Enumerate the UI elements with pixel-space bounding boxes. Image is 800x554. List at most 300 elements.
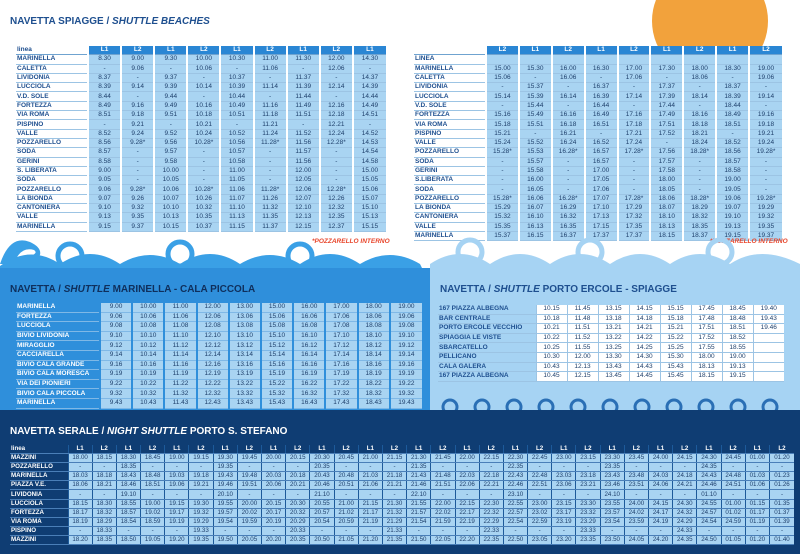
time-cell: 11.26 (254, 194, 287, 203)
table-row (414, 111, 782, 120)
time-cell: 15.07 (353, 194, 386, 203)
time-cell: 15.45 (660, 372, 691, 382)
stop-name: MARINELLA (414, 231, 486, 240)
time-cell: 18.15 (650, 231, 683, 240)
time-cell: 9.10 (100, 331, 132, 341)
night-timetable (10, 445, 794, 545)
time-cell: 20.45 (334, 454, 358, 463)
time-cell: 19.13 (716, 222, 749, 231)
time-cell: 22.19 (455, 517, 479, 526)
time-cell: 18.58 (716, 166, 749, 175)
time-cell: 19.07 (716, 204, 749, 213)
time-cell: 19.45 (237, 454, 261, 463)
table-row (16, 101, 386, 110)
time-cell: 15.18 (486, 120, 519, 129)
time-cell: 10.57 (220, 148, 253, 157)
time-cell: 9.22 (100, 379, 132, 389)
time-cell: - (486, 101, 519, 110)
time-cell: 17.32 (618, 213, 651, 222)
time-cell: 9.51 (154, 111, 187, 120)
time-cell: - (88, 120, 121, 129)
time-cell: 15.21 (660, 324, 691, 334)
time-cell: - (455, 526, 479, 535)
time-cell: - (220, 120, 253, 129)
table-row (16, 360, 422, 370)
time-cell: 21.29 (382, 517, 406, 526)
time-cell: 22.21 (479, 481, 503, 490)
time-cell: 11.00 (164, 303, 196, 312)
time-cell: 15.49 (519, 111, 552, 120)
stop-name: LUCCIOLA (10, 499, 68, 508)
time-cell: 18.32 (92, 508, 116, 517)
time-cell (618, 55, 651, 64)
time-cell: 10.24 (187, 129, 220, 138)
time-cell: 9.32 (100, 389, 132, 399)
time-cell: - (187, 92, 220, 101)
time-cell: 19.06 (390, 312, 422, 322)
time-cell: 12.14 (197, 350, 229, 360)
time-cell: 19.43 (213, 472, 237, 481)
time-cell: - (486, 157, 519, 166)
time-cell: - (649, 463, 673, 472)
time-cell: - (552, 101, 585, 110)
time-cell: 11.07 (220, 194, 253, 203)
time-cell: 18.45 (722, 305, 753, 314)
table-row (414, 120, 782, 129)
time-cell: - (262, 490, 286, 499)
line-header-label (414, 46, 486, 55)
time-cell: 10.21 (187, 120, 220, 129)
time-cell: 10.37 (220, 73, 253, 82)
time-cell: 20.17 (262, 508, 286, 517)
time-cell: 24.10 (600, 490, 624, 499)
time-cell: 22.35 (479, 535, 503, 544)
time-cell: 20.30 (310, 454, 334, 463)
time-cell: 8.37 (88, 73, 121, 82)
table-row (10, 454, 794, 463)
time-cell: - (519, 129, 552, 138)
beaches-left-timetable (16, 46, 386, 232)
time-cell: - (528, 490, 552, 499)
time-cell: 22.00 (455, 454, 479, 463)
time-cell: 14.45 (629, 372, 660, 382)
time-cell: 12.13 (567, 362, 598, 372)
time-cell: 15.13 (353, 213, 386, 222)
time-cell: 14.18 (629, 314, 660, 324)
time-cell: 21.48 (431, 472, 455, 481)
time-cell: 13.43 (598, 362, 629, 372)
time-cell: 12.05 (287, 176, 320, 185)
line-header-cell: L1 (116, 445, 140, 454)
time-cell: 9.52 (154, 129, 187, 138)
time-cell: 19.00 (141, 499, 165, 508)
time-cell: 9.21 (121, 120, 154, 129)
time-cell: 10.51 (220, 111, 253, 120)
time-cell: 14.37 (353, 73, 386, 82)
time-cell: 16.49 (585, 111, 618, 120)
time-cell: 16.18 (552, 120, 585, 129)
time-cell: 18.00 (358, 303, 390, 312)
time-cell: 10.13 (154, 213, 187, 222)
time-cell: 12.13 (287, 213, 320, 222)
time-cell: - (154, 120, 187, 129)
time-cell: 9.06 (88, 185, 121, 194)
line-header-cell: L1 (519, 46, 552, 55)
time-cell: 18.15 (92, 454, 116, 463)
stop-name: MARINELLA (16, 55, 88, 64)
stop-name: SBARCATELLO (438, 343, 536, 353)
time-cell: 18.32 (683, 213, 716, 222)
time-cell: 8.30 (88, 55, 121, 64)
time-cell: - (749, 101, 782, 110)
table-row (414, 73, 782, 82)
time-cell: 17.29 (618, 204, 651, 213)
time-cell: 10.25 (536, 343, 567, 353)
time-cell: 23.45 (624, 454, 648, 463)
time-cell: 11.10 (220, 204, 253, 213)
time-cell: 10.28* (187, 185, 220, 194)
time-cell: 19.18 (189, 472, 213, 481)
time-cell: 18.13 (650, 222, 683, 231)
line-header-cell: L1 (358, 445, 382, 454)
time-cell: - (254, 92, 287, 101)
time-cell: 11.48 (567, 314, 598, 324)
time-cell: 19.15 (189, 454, 213, 463)
time-cell: 9.37 (154, 73, 187, 82)
stop-name: LUCCIOLA (414, 92, 486, 101)
time-cell: 18.00 (650, 176, 683, 185)
time-cell: - (618, 176, 651, 185)
time-cell: - (683, 101, 716, 110)
time-cell: 24.54 (697, 517, 721, 526)
time-cell: 11.44 (287, 92, 320, 101)
time-cell: 22.32 (479, 508, 503, 517)
time-cell: 23.43 (600, 472, 624, 481)
time-cell: 19.21 (749, 129, 782, 138)
time-cell: - (320, 166, 353, 175)
line-header-cell: L1 (649, 445, 673, 454)
time-cell: - (528, 526, 552, 535)
time-cell: 15.52 (519, 138, 552, 147)
time-cell: 14.53 (353, 138, 386, 147)
time-cell: 22.00 (431, 499, 455, 508)
line-header-cell: L2 (576, 445, 600, 454)
stop-name: MIRAGGLIO (16, 341, 100, 351)
time-cell: 12.00 (287, 166, 320, 175)
time-cell: 15.28* (486, 148, 519, 157)
time-cell: 16.13 (519, 222, 552, 231)
time-cell: 23.15 (576, 454, 600, 463)
table-row (16, 213, 386, 222)
table-row (10, 526, 794, 535)
time-cell: 12.10 (287, 204, 320, 213)
time-cell: 8.44 (88, 92, 121, 101)
time-cell: 20.33 (286, 526, 310, 535)
time-cell: - (721, 526, 745, 535)
time-cell: 10.35 (187, 213, 220, 222)
table-row (414, 101, 782, 110)
time-cell: 15.44 (519, 101, 552, 110)
time-cell: 21.10 (310, 490, 334, 499)
time-cell: - (121, 148, 154, 157)
time-cell: - (165, 463, 189, 472)
time-cell: 01.06 (745, 481, 769, 490)
stop-name: MARINELLA (16, 303, 100, 312)
time-cell: 20.43 (310, 472, 334, 481)
table-row (16, 83, 386, 92)
stop-name: CALETTA (16, 64, 88, 73)
time-cell: 21.55 (407, 499, 431, 508)
time-cell: 01.03 (745, 472, 769, 481)
time-cell: 19.06 (716, 194, 749, 203)
table-row (414, 55, 782, 64)
time-cell: 21.30 (407, 454, 431, 463)
time-cell: - (769, 463, 794, 472)
table-row (414, 92, 782, 101)
time-cell: 11.19 (164, 370, 196, 380)
time-cell: 23.03 (552, 472, 576, 481)
time-cell (753, 372, 784, 382)
time-cell: 11.56 (287, 157, 320, 166)
time-cell: - (320, 73, 353, 82)
time-cell: 19.28* (749, 194, 782, 203)
time-cell: 18.05 (650, 185, 683, 194)
time-cell: 21.45 (431, 454, 455, 463)
time-cell: 9.28* (121, 138, 154, 147)
stop-name: SPIAGGIA LE VISTE (438, 333, 536, 343)
table-row (10, 508, 794, 517)
time-cell: 10.00 (132, 303, 164, 312)
table-row (414, 129, 782, 138)
table-row (16, 92, 386, 101)
time-cell: 15.24 (486, 138, 519, 147)
time-cell: 12.35 (320, 213, 353, 222)
time-cell: 8.52 (88, 129, 121, 138)
table-row (16, 389, 422, 399)
time-cell: 19.46 (753, 324, 784, 334)
time-cell: 20.10 (213, 490, 237, 499)
time-cell: 23.19 (552, 517, 576, 526)
time-cell: 13.00 (229, 303, 261, 312)
time-cell: 18.35 (92, 535, 116, 544)
time-cell: 17.12 (325, 341, 357, 351)
time-cell: 22.03 (455, 472, 479, 481)
time-cell: - (353, 120, 386, 129)
time-cell: 11.35 (254, 213, 287, 222)
table-row (16, 341, 422, 351)
time-cell: 15.08 (261, 322, 293, 332)
time-cell: - (237, 490, 261, 499)
time-cell: - (358, 526, 382, 535)
time-cell: 22.15 (479, 454, 503, 463)
time-cell: 12.22 (197, 379, 229, 389)
time-cell: 20.48 (334, 472, 358, 481)
time-cell: - (585, 73, 618, 82)
table-row (16, 350, 422, 360)
time-cell: 21.02 (334, 508, 358, 517)
time-cell: 11.56 (287, 138, 320, 147)
time-cell: 16.19 (293, 370, 325, 380)
time-cell: 18.30 (92, 499, 116, 508)
time-cell: 12.06 (287, 185, 320, 194)
time-cell: - (254, 166, 287, 175)
time-cell: 10.56 (220, 138, 253, 147)
table-row (414, 148, 782, 157)
time-cell: 17.07 (585, 194, 618, 203)
time-cell: 17.08 (325, 322, 357, 332)
time-cell: - (519, 73, 552, 82)
time-cell: 01.39 (769, 517, 794, 526)
time-cell: - (121, 166, 154, 175)
time-cell: 20.35 (310, 463, 334, 472)
time-cell: 8.58 (88, 157, 121, 166)
time-cell: - (745, 526, 769, 535)
time-cell: 22.06 (455, 481, 479, 490)
time-cell: 9.39 (154, 83, 187, 92)
stop-name: GERINI (414, 166, 486, 175)
time-cell: 01.40 (769, 535, 794, 544)
time-cell: 15.37 (519, 83, 552, 92)
stop-name: MARINELLA (16, 222, 88, 231)
line-header-cell: L1 (154, 46, 187, 55)
time-cell: 18.12 (358, 341, 390, 351)
time-cell: 23.54 (600, 517, 624, 526)
time-cell: 18.08 (358, 322, 390, 332)
time-cell: 22.59 (528, 517, 552, 526)
time-cell: 12.00 (567, 352, 598, 362)
time-cell: 17.49 (650, 111, 683, 120)
time-cell: 10.58 (220, 157, 253, 166)
time-cell: 19.03 (165, 472, 189, 481)
time-cell: 23.57 (600, 508, 624, 517)
time-cell: 10.43 (536, 362, 567, 372)
time-cell: 19.06 (165, 481, 189, 490)
time-cell: 10.06 (187, 64, 220, 73)
time-cell: 14.25 (629, 343, 660, 353)
line-header-cell: L2 (92, 445, 116, 454)
time-cell: 17.55 (691, 343, 722, 353)
time-cell: 18.00 (691, 352, 722, 362)
time-cell: 18.19 (68, 517, 92, 526)
time-cell: 22.15 (455, 499, 479, 508)
time-cell: 19.15 (716, 231, 749, 240)
time-cell: - (552, 526, 576, 535)
time-cell: - (749, 157, 782, 166)
time-cell: 19.00 (390, 303, 422, 312)
time-cell: 19.29 (749, 204, 782, 213)
time-cell: - (407, 526, 431, 535)
time-cell: 21.46 (407, 481, 431, 490)
time-cell (650, 55, 683, 64)
time-cell: 11.15 (220, 222, 253, 231)
time-cell: 22.57 (503, 508, 527, 517)
stop-name: LA BIONDA (16, 194, 88, 203)
time-cell: 23.30 (600, 454, 624, 463)
time-cell: - (88, 64, 121, 73)
time-cell: 23.21 (576, 481, 600, 490)
time-cell: 13.25 (598, 343, 629, 353)
time-cell: 22.02 (431, 508, 455, 517)
time-cell: 17.32 (325, 389, 357, 399)
time-cell: 18.30 (716, 64, 749, 73)
time-cell: 13.06 (229, 312, 261, 322)
time-cell: 11.39 (287, 83, 320, 92)
line-header-cell: L2 (431, 445, 455, 454)
time-cell: 21.20 (358, 535, 382, 544)
time-cell: 15.06 (353, 185, 386, 194)
time-cell: 15.12 (261, 341, 293, 351)
time-cell: 19.43 (390, 398, 422, 408)
time-cell: 11.51 (567, 324, 598, 334)
time-cell: - (749, 166, 782, 175)
time-cell: 17.06 (585, 185, 618, 194)
time-cell: 13.08 (229, 322, 261, 332)
time-cell: 23.55 (600, 499, 624, 508)
time-cell: 24.46 (697, 481, 721, 490)
time-cell: 20.20 (262, 535, 286, 544)
time-cell: 20.19 (262, 517, 286, 526)
time-cell: 14.30 (353, 55, 386, 64)
line-header-cell: L1 (262, 445, 286, 454)
time-cell: 17.16 (325, 360, 357, 370)
time-cell: 12.28* (320, 185, 353, 194)
timetable-header-row (16, 46, 386, 55)
time-cell: - (237, 526, 261, 535)
time-cell: 01.05 (721, 535, 745, 544)
time-cell: 15.29 (486, 204, 519, 213)
time-cell: 17.06 (618, 73, 651, 82)
time-cell: 9.28* (121, 185, 154, 194)
table-row (414, 138, 782, 147)
time-cell: 13.22 (229, 379, 261, 389)
time-cell: 24.21 (673, 481, 697, 490)
time-cell: - (189, 463, 213, 472)
table-row (16, 148, 386, 157)
time-cell: 18.45 (141, 454, 165, 463)
time-cell: - (618, 185, 651, 194)
time-cell: 16.00 (552, 64, 585, 73)
time-cell: 12.12 (197, 341, 229, 351)
time-cell: 20.32 (286, 508, 310, 517)
line-header-cell: L2 (618, 46, 651, 55)
stop-name: POZZARELLO (16, 185, 88, 194)
line-header-cell: L1 (503, 445, 527, 454)
time-cell: 18.37 (683, 231, 716, 240)
table-row (16, 64, 386, 73)
stop-name: PISPINO (414, 129, 486, 138)
time-cell: - (683, 185, 716, 194)
time-cell: 17.15 (585, 222, 618, 231)
time-cell: 01.35 (769, 499, 794, 508)
time-cell: - (310, 526, 334, 535)
time-cell: 9.24 (121, 129, 154, 138)
time-cell: 12.16 (320, 101, 353, 110)
time-cell: 18.57 (716, 157, 749, 166)
time-cell: 16.07 (519, 204, 552, 213)
time-cell: 24.51 (721, 481, 745, 490)
time-cell: 9.16 (121, 101, 154, 110)
time-cell: 18.06 (68, 481, 92, 490)
time-cell (749, 55, 782, 64)
time-cell: 01.26 (769, 481, 794, 490)
time-cell: - (382, 463, 406, 472)
time-cell: 20.35 (286, 535, 310, 544)
time-cell: 19.30 (213, 454, 237, 463)
line-header-cell: L2 (721, 445, 745, 454)
time-cell: 15.06 (486, 73, 519, 82)
time-cell: 10.15 (536, 305, 567, 314)
time-cell: 11.06 (164, 312, 196, 322)
